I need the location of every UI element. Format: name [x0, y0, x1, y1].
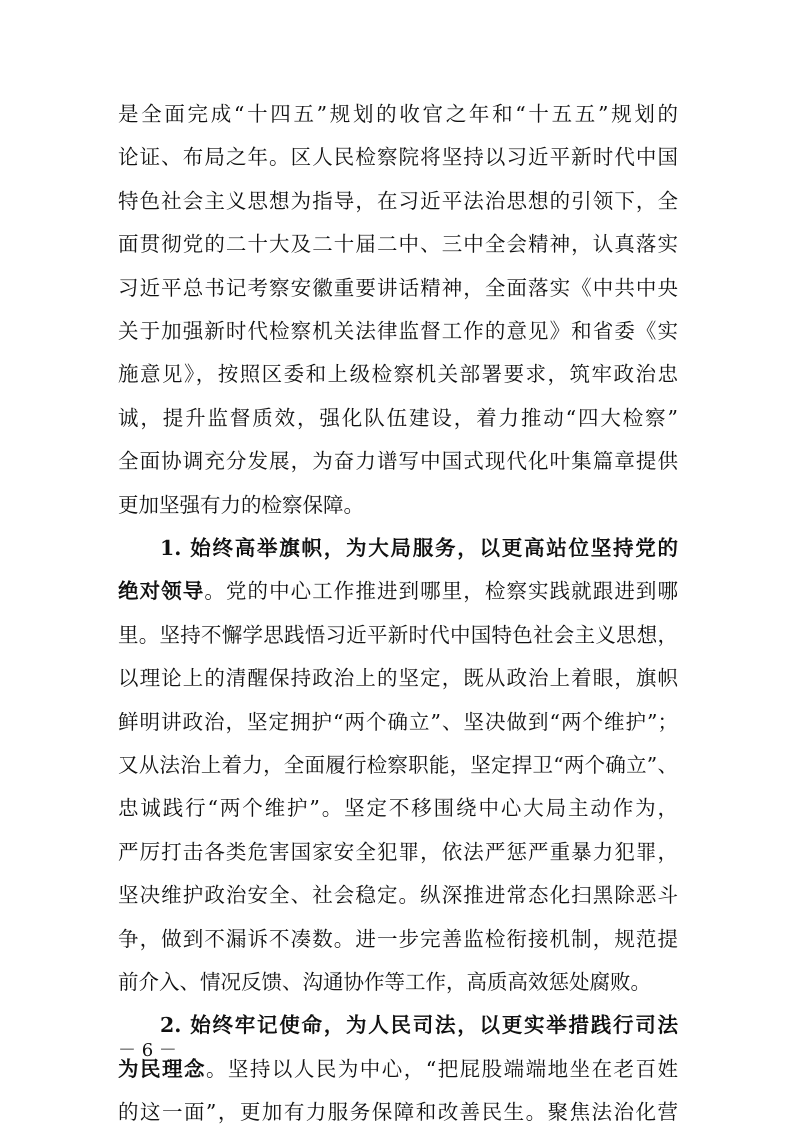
section2-heading-continuation-bold: 为民理念: [118, 1057, 206, 1081]
section1-line: 严厉打击各类危害国家安全犯罪，依法严惩严重暴力犯罪，: [118, 840, 678, 864]
intro-line: 施意见》，按照区委和上级检察机关部署要求，筑牢政治忠: [118, 362, 678, 386]
intro-line: 习近平总书记考察安徽重要讲话精神，全面落实《中共中央: [118, 276, 678, 300]
section1-line: 鲜明讲政治，坚定拥护“两个确立”、坚决做到“两个维护”；: [118, 710, 678, 734]
section1-heading-continuation: [118, 576, 678, 606]
section1-line: 忠诚践行“两个维护”。坚定不移围绕中心大局主动作为，: [118, 796, 678, 820]
section1-line: 以理论上的清醒保持政治上的坚定，既从政治上着眼，旗帜: [118, 666, 678, 690]
page-number: － 6 －: [118, 1040, 177, 1061]
intro-line: 特色社会主义思想为指导，在习近平法治思想的引领下，全: [118, 189, 678, 213]
section1-line: 争，做到不漏诉不凑数。进一步完善监检衔接机制，规范提: [118, 927, 678, 951]
intro-line: 关于加强新时代检察机关法律监督工作的意见》和省委《实: [118, 319, 678, 343]
section2-heading-continuation: [118, 1054, 678, 1084]
intro-line: 论证、布局之年。区人民检察院将坚持以习近平新时代中国: [118, 145, 678, 169]
intro-line: 全面协调充分发展，为奋力谱写中国式现代化叶集篇章提供: [118, 449, 678, 473]
section1-line: 里。坚持不懈学思践悟习近平新时代中国特色社会主义思想，: [118, 623, 678, 647]
intro-line: 面贯彻党的二十大及二十届二中、三中全会精神，认真落实: [118, 232, 678, 256]
section1-heading: 1. 始终高举旗帜，为大局服务，以更高站位坚持党的: [160, 536, 678, 560]
section1-line: 坚决维护政治安全、社会稳定。纵深推进常态化扫黑除恶斗: [118, 883, 678, 907]
intro-line: 更加坚强有力的检察保障。: [118, 493, 364, 517]
section2-line: 的这一面”，更加有力服务保障和改善民生。聚焦法治化营: [118, 1100, 678, 1124]
section1-line: 又从法治上着力，全面履行检察职能，坚定捍卫“两个确立”、: [118, 753, 678, 777]
intro-line: 是全面完成“十四五”规划的收官之年和“十五五”规划的: [118, 102, 678, 126]
section1-heading-continuation-bold: 绝对领导: [118, 579, 205, 603]
section1-heading-continuation-text: 。党的中心工作推进到哪里，检察实践就跟进到哪: [204, 579, 679, 603]
section2-heading: 2. 始终牢记使命，为人民司法，以更实举措践行司法: [160, 1013, 678, 1037]
section1-line: 前介入、情况反馈、沟通协作等工作，高质高效惩处腐败。: [118, 970, 651, 994]
section2-heading-continuation-text: 。坚持以人民为中心，“把屁股端端地坐在老百姓: [205, 1057, 679, 1081]
intro-line: 诚，提升监督质效，强化队伍建设，着力推动“四大检察”: [118, 406, 678, 430]
